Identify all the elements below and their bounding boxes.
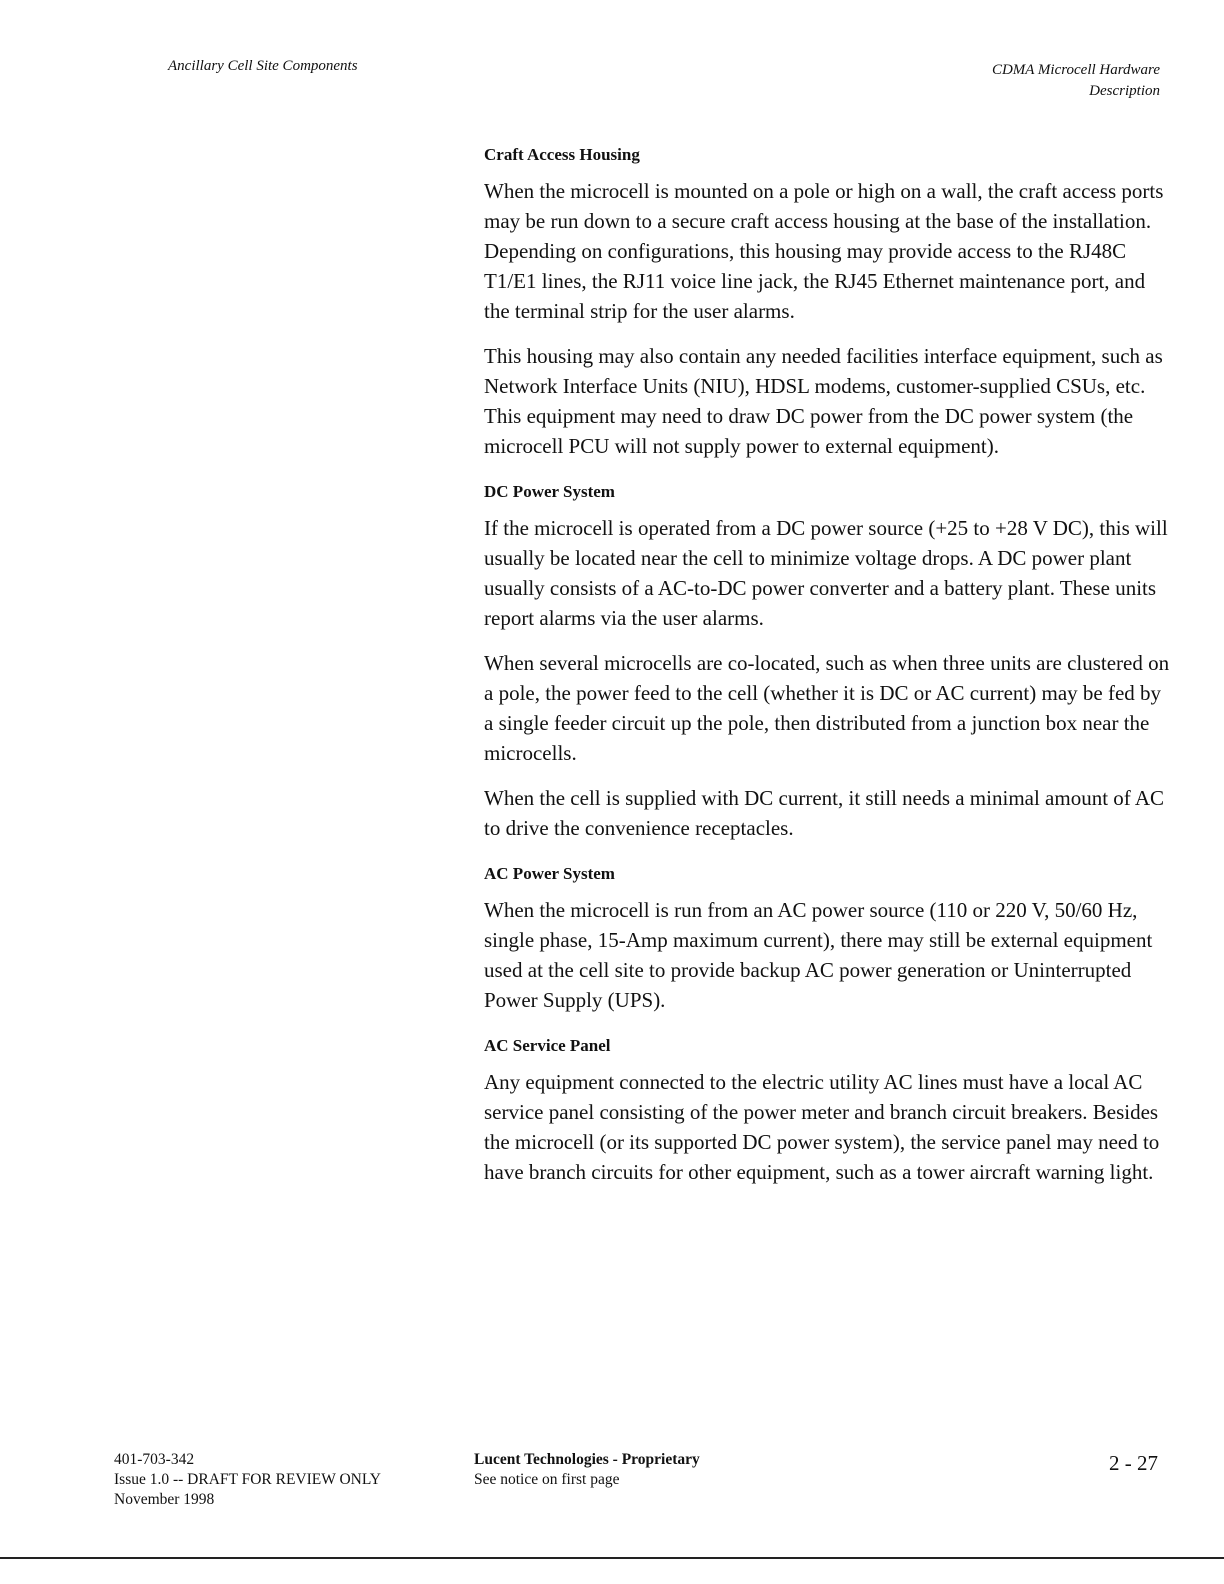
footer-proprietary — [474, 1450, 700, 1490]
running-header-left: Ancillary Cell Site Components — [168, 58, 358, 74]
section-heading: Craft Access Housing — [484, 145, 640, 164]
footer-doc-number: 401-703-342 — [114, 1451, 195, 1468]
main-content — [484, 144, 1174, 1207]
paragraph: If the microcell is operated from a DC power source (+25 to +28 V DC), this will usually be located near the cell to minimize voltage drops. A DC power plant usually consists of a AC-to-DC power converter and a battery plant. These units report alarms via the user alarms. — [484, 516, 1168, 630]
running-header-right — [992, 60, 1160, 102]
section-heading: AC Power System — [484, 864, 615, 883]
page-number: 2 - 27 — [1109, 1451, 1158, 1475]
bottom-rule — [0, 1557, 1224, 1559]
footer-notice: See notice on first page — [474, 1471, 620, 1488]
footer-date: November 1998 — [114, 1491, 215, 1508]
section-heading: AC Service Panel — [484, 1036, 611, 1055]
section-heading: DC Power System — [484, 482, 615, 501]
paragraph: This housing may also contain any needed facilities interface equipment, such as Network Interface Units (NIU), HDSL modems, customer-supplied CSUs, etc. This equipment may need to draw DC power from the DC power system (the microcell PCU will not supply power to external equipment). — [484, 344, 1163, 458]
section-craft-access-housing — [484, 144, 1174, 461]
section-ac-power-system — [484, 863, 1174, 1015]
section-dc-power-system — [484, 481, 1174, 843]
footer-issue: Issue 1.0 -- DRAFT FOR REVIEW ONLY — [114, 1471, 381, 1488]
footer-company: Lucent Technologies - Proprietary — [474, 1451, 700, 1468]
section-ac-service-panel — [484, 1035, 1174, 1187]
running-header-right-line1: CDMA Microcell Hardware — [991, 62, 1160, 78]
paragraph: Any equipment connected to the electric utility AC lines must have a local AC service panel consisting of the power meter and branch circuit breakers. Besides the microcell (or its supported DC power system), the service panel may need to have branch circuits for other equipment, such as a tower aircraft warning light. — [484, 1070, 1160, 1184]
paragraph: When the cell is supplied with DC current, it still needs a minimal amount of AC to drive the convenience receptacles. — [484, 786, 1165, 840]
footer-doc-info — [114, 1450, 381, 1510]
running-header-right-line2: Description — [1089, 83, 1160, 99]
paragraph: When the microcell is mounted on a pole or high on a wall, the craft access ports may be run down to a secure craft access housing at the base of the installation. Depending on configurations, this housing may provide access to the RJ48C T1/E1 lines, the RJ11 voice line jack, the RJ45 Ethernet maintenance port, and the terminal strip for the user alarms. — [484, 179, 1164, 323]
paragraph: When several microcells are co-located, such as when three units are clustered on a pole, the power feed to the cell (whether it is DC or AC current) may be fed by a single feeder circuit up the pole, then distributed from a junction box near the microcells. — [484, 651, 1170, 765]
paragraph: When the microcell is run from an AC power source (110 or 220 V, 50/60 Hz, single phase, 15-Amp maximum current), there may still be external equipment used at the cell site to provide backup AC power generation or Uninterrupted Power Supply (UPS). — [484, 898, 1153, 1012]
